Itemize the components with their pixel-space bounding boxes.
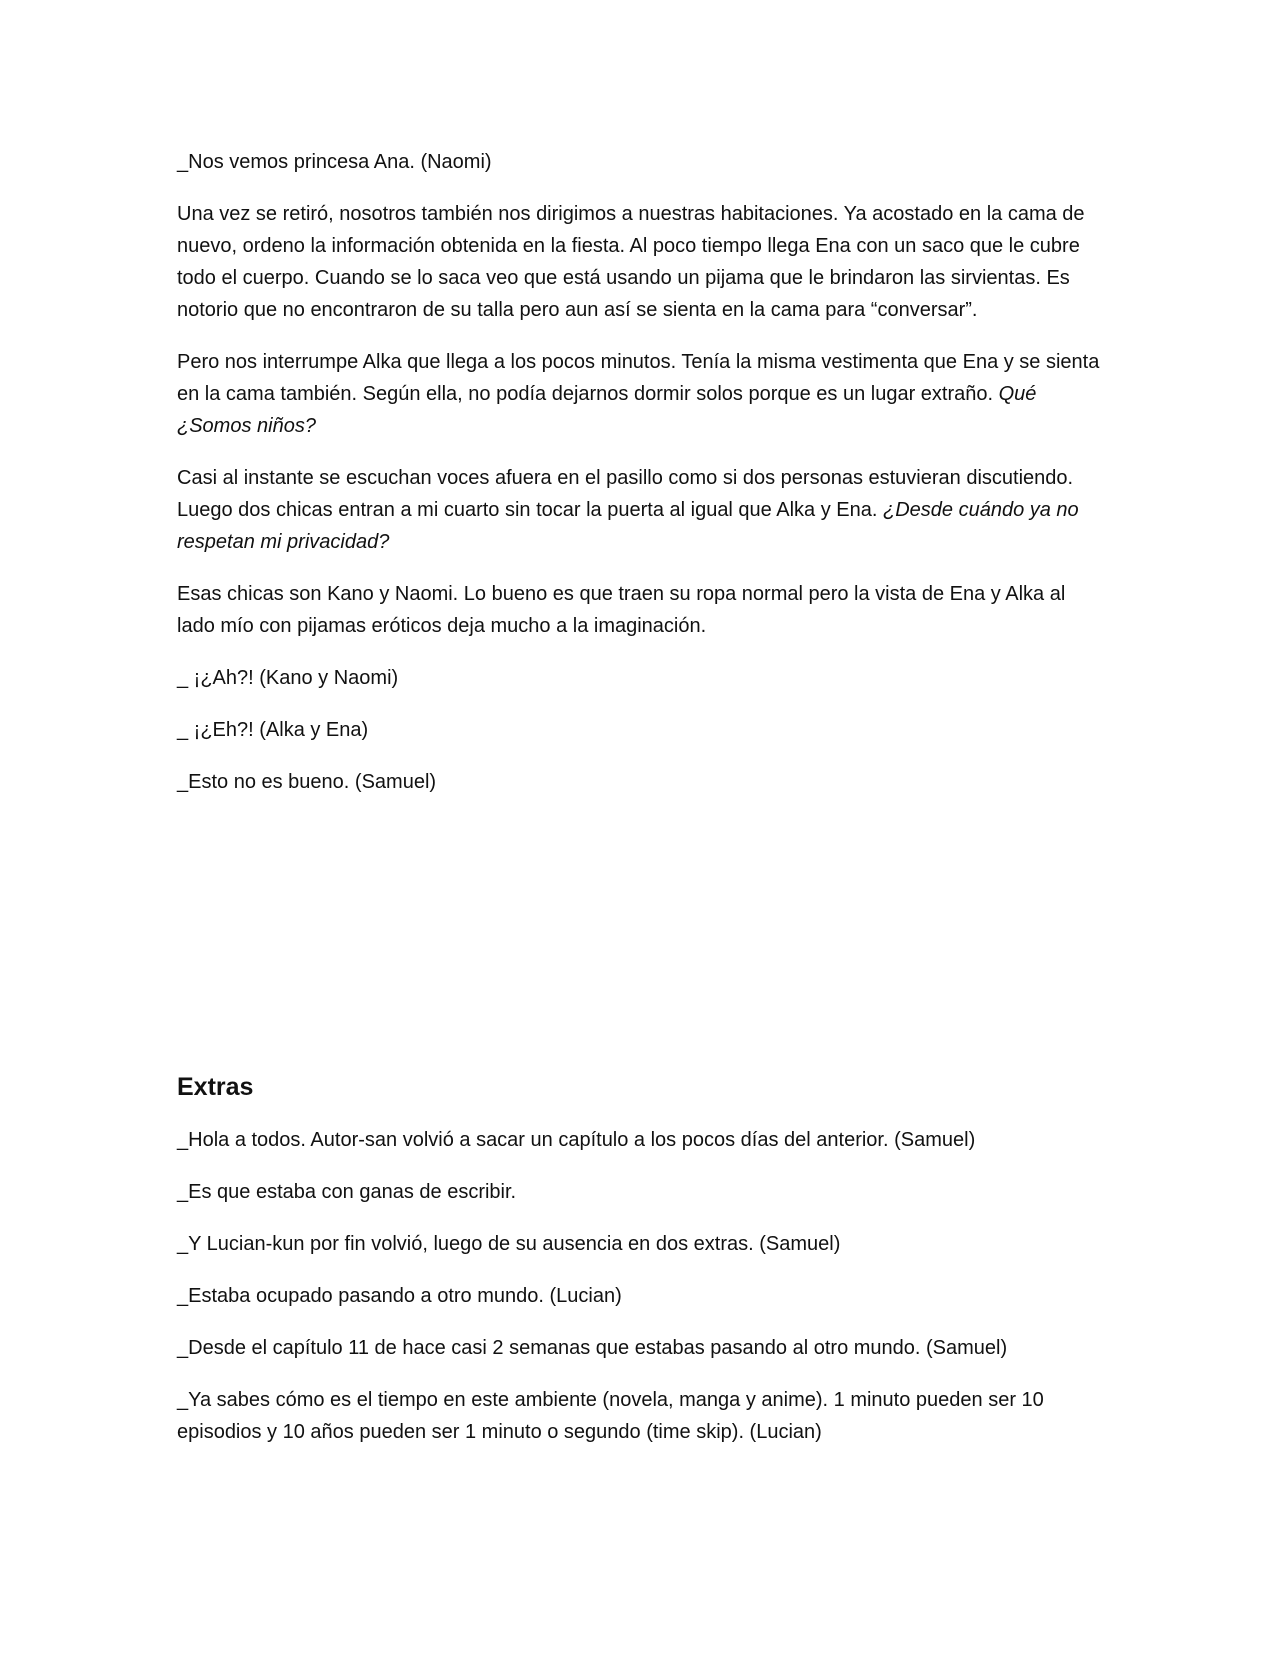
dialogue-line: _Ya sabes cómo es el tiempo en este ambiente (novela, manga y anime). 1 minuto pueden ser 10 episodios y 10 años pueden ser 1 minuto o segundo (time skip). (Lucian) <box>177 1389 1044 1443</box>
extras-section <box>177 1070 1107 1468</box>
story-section <box>177 146 1107 818</box>
dialogue-line: _Esto no es bueno. (Samuel) <box>177 771 437 793</box>
dialogue-line: _Estaba ocupado pasando a otro mundo. (Lucian) <box>177 1285 622 1307</box>
narrative-paragraph <box>177 462 1107 558</box>
dialogue-line: _Y Lucian-kun por fin volvió, luego de su ausencia en dos extras. (Samuel) <box>177 1233 841 1255</box>
dialogue-line: _Nos vemos princesa Ana. (Naomi) <box>177 151 492 173</box>
dialogue-line: _ ¡¿Ah?! (Kano y Naomi) <box>177 667 399 689</box>
dialogue-line: _Hola a todos. Autor-san volvió a sacar un capítulo a los pocos días del anterior. (Samuel) <box>177 1129 976 1151</box>
italic-thought: Qué ¿Somos niños? <box>177 383 1037 437</box>
dialogue-line: _ ¡¿Eh?! (Alka y Ena) <box>177 719 369 741</box>
narrative-paragraph: Una vez se retiró, nosotros también nos dirigimos a nuestras habitaciones. Ya acostado en la cama de nuevo, ordeno la información obtenida en la fiesta. Al poco tiempo llega Ena con un saco que le cubre todo el cuerpo. Cuando se lo saca veo que está usando un pijama que le brindaron las sirvientas. Es notorio que no encontraron de su talla pero aun así se sienta en la cama para “conversar”. <box>177 203 1085 321</box>
section-heading: Extras <box>177 1073 254 1101</box>
dialogue-line: _Es que estaba con ganas de escribir. <box>177 1181 517 1203</box>
narrative-paragraph: Esas chicas son Kano y Naomi. Lo bueno es que traen su ropa normal pero la vista de Ena y Alka al lado mío con pijamas eróticos deja mucho a la imaginación. <box>177 583 1066 637</box>
dialogue-line: _Desde el capítulo 11 de hace casi 2 semanas que estabas pasando al otro mundo. (Samuel) <box>177 1337 1008 1359</box>
italic-thought: ¿Desde cuándo ya no respetan mi privacidad? <box>177 499 1079 553</box>
narrative-paragraph <box>177 346 1107 442</box>
paragraph-text: Pero nos interrumpe Alka que llega a los pocos minutos. Tenía la misma vestimenta que Ena y se sienta en la cama también. Según ella, no podía dejarnos dormir solos porque es un lugar extraño. <box>177 351 1100 405</box>
paragraph-text: Casi al instante se escuchan voces afuera en el pasillo como si dos personas estuvieran discutiendo. Luego dos chicas entran a mi cuarto sin tocar la puerta al igual que Alka y Ena. <box>177 467 1074 521</box>
